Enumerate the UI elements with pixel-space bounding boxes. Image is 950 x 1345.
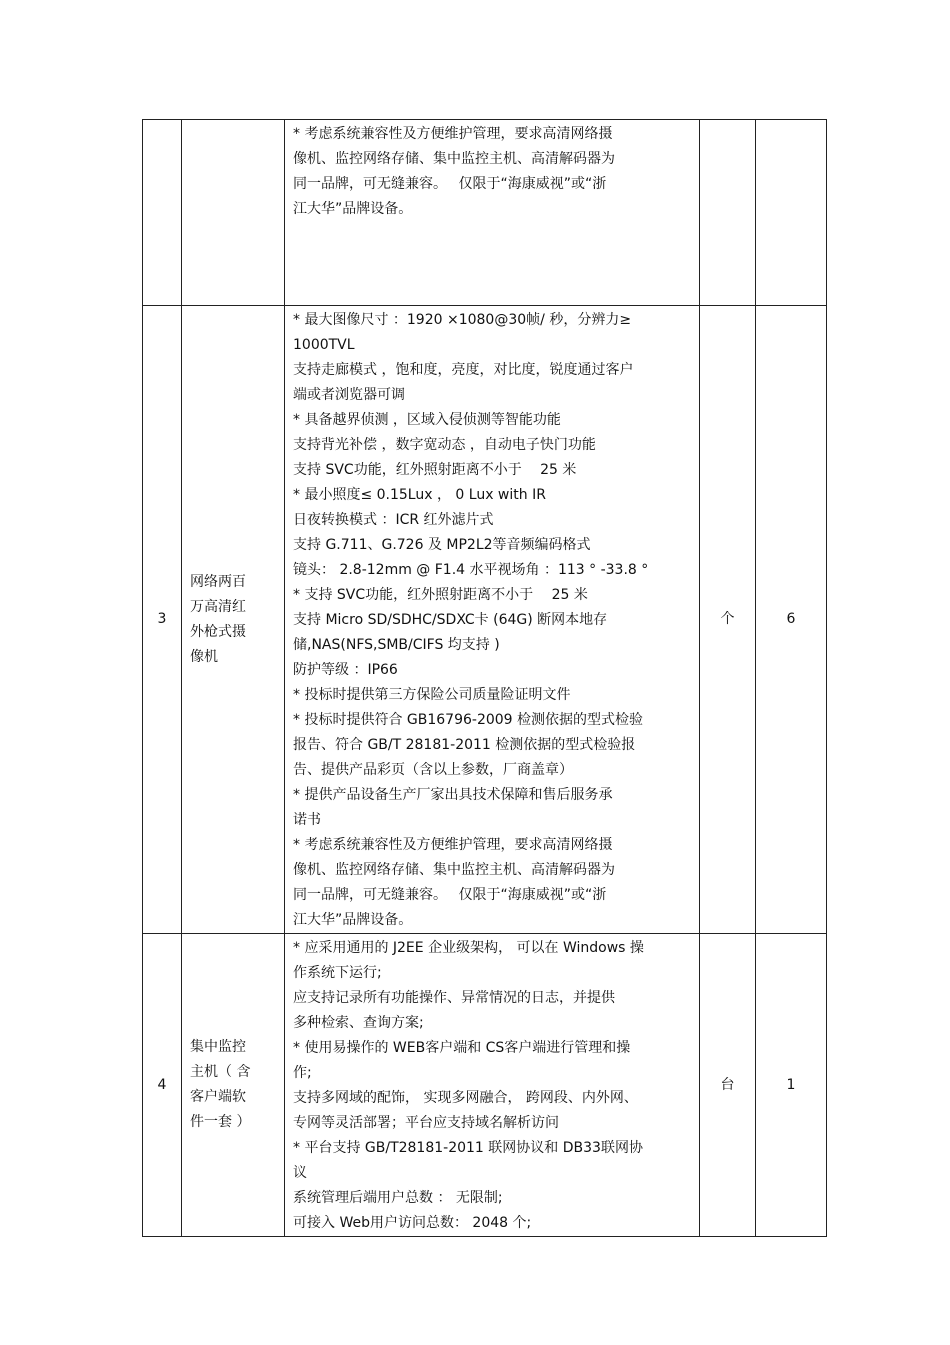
spec-line: 专网等灵活部署；平台应支持域名解析访问 bbox=[293, 1115, 559, 1131]
spec-line: 支持 G.711、G.726 及 MP2L2等音频编码格式 bbox=[293, 537, 591, 553]
spec-line: 同一品牌，可无缝兼容。 仅限于“海康威视”或“浙 bbox=[293, 887, 607, 903]
spec-line: 作; bbox=[293, 1065, 312, 1081]
spec-line: 储,NAS(NFS,SMB/CIFS 均支持 ) bbox=[293, 637, 500, 653]
spec-cell bbox=[285, 306, 700, 934]
spec-line: 支持背光补偿 ，数字宽动态 ，自动电子快门功能 bbox=[293, 437, 596, 453]
item-number-cell bbox=[143, 120, 182, 306]
spec-line: * 使用易操作的 WEB客户端和 CS客户端进行管理和操 bbox=[293, 1040, 631, 1056]
spec-line: 像机、监控网络存储、集中监控主机、高清解码器为 bbox=[293, 862, 615, 878]
spec-line: 支持走廊模式 ，饱和度，亮度，对比度，锐度通过客户 bbox=[293, 362, 634, 378]
item-name-cell bbox=[182, 934, 285, 1237]
unit-cell: 台 bbox=[700, 934, 756, 1237]
spec-line: 支持多网域的配饰， 实现多网融合， 跨网段、内外网、 bbox=[293, 1090, 638, 1106]
equipment-spec-table bbox=[142, 119, 827, 1237]
spec-line: 端或者浏览器可调 bbox=[293, 387, 405, 403]
spec-line: * 最大图像尺寸 ：1920 ×1080@30帧/ 秒，分辨力≥ bbox=[293, 312, 632, 328]
item-name-line: 网络两百 bbox=[190, 573, 246, 590]
spec-line: * 平台支持 GB/T28181-2011 联网协议和 DB33联网协 bbox=[293, 1140, 643, 1156]
unit-cell bbox=[700, 120, 756, 306]
spec-line: * 具备越界侦测 ，区域入侵侦测等智能功能 bbox=[293, 412, 561, 428]
quantity-cell bbox=[756, 120, 827, 306]
spec-line: 同一品牌，可无缝兼容。 仅限于“海康威视”或“浙 bbox=[293, 176, 607, 192]
item-name-line: 主机（ 含 bbox=[190, 1064, 251, 1080]
spec-line: 可接入 Web用户访问总数： 2048 个; bbox=[293, 1215, 532, 1231]
table-row bbox=[143, 934, 827, 1237]
spec-line: 像机、监控网络存储、集中监控主机、高清解码器为 bbox=[293, 151, 615, 167]
spec-line: 镜头： 2.8-12mm @ F1.4 水平视场角 ：113 ° -33.8 ° bbox=[293, 562, 649, 578]
item-name-line: 像机 bbox=[190, 648, 218, 665]
spec-line: * 投标时提供符合 GB16796-2009 检测依据的型式检验 bbox=[293, 712, 644, 728]
spec-line: * 考虑系统兼容性及方便维护管理，要求高清网络摄 bbox=[293, 126, 613, 142]
quantity-cell: 1 bbox=[756, 934, 827, 1237]
spec-line: 诺书 bbox=[293, 812, 321, 828]
spec-line: 议 bbox=[293, 1165, 307, 1181]
spec-line: * 最小照度≤ 0.15Lux ， 0 Lux with IR bbox=[293, 487, 546, 503]
spec-cell bbox=[285, 934, 700, 1237]
item-name-line: 集中监控 bbox=[190, 1039, 246, 1055]
spec-line: 报告、符合 GB/T 28181-2011 检测依据的型式检验报 bbox=[293, 737, 636, 753]
spec-line: * 考虑系统兼容性及方便维护管理，要求高清网络摄 bbox=[293, 837, 613, 853]
item-name-line: 外枪式摄 bbox=[190, 623, 246, 640]
spec-line: 应支持记录所有功能操作、异常情况的日志，并提供 bbox=[293, 990, 615, 1006]
item-name-cell bbox=[182, 306, 285, 934]
quantity-cell: 6 bbox=[756, 306, 827, 934]
spec-line: 江大华”品牌设备。 bbox=[293, 201, 413, 217]
unit-cell: 个 bbox=[700, 306, 756, 934]
spec-line: 支持 SVC功能，红外照射距离不小于 25 米 bbox=[293, 462, 577, 478]
spec-line: 日夜转换模式 ：ICR 红外滤片式 bbox=[293, 512, 494, 528]
spec-line: 1000TVL bbox=[293, 337, 355, 353]
spec-line: * 提供产品设备生产厂家出具技术保障和售后服务承 bbox=[293, 787, 613, 803]
item-name-line: 万高清红 bbox=[190, 598, 246, 615]
item-number-cell: 3 bbox=[143, 306, 182, 934]
table-row bbox=[143, 120, 827, 306]
spec-line: 多种检索、查询方案; bbox=[293, 1015, 424, 1031]
item-name-line: 件一套 ） bbox=[190, 1114, 251, 1130]
spec-line: 支持 Micro SD/SDHC/SDXC卡 (64G) 断网本地存 bbox=[293, 612, 608, 628]
item-number-cell: 4 bbox=[143, 934, 182, 1237]
spec-cell bbox=[285, 120, 700, 306]
spec-line: 防护等级 ：IP66 bbox=[293, 662, 398, 678]
table-row bbox=[143, 306, 827, 934]
spec-line: 江大华”品牌设备。 bbox=[293, 912, 413, 928]
item-name-line: 客户端软 bbox=[190, 1089, 246, 1105]
spec-line: * 支持 SVC功能，红外照射距离不小于 25 米 bbox=[293, 587, 588, 603]
spec-line: 告、提供产品彩页（含以上参数，厂商盖章） bbox=[293, 762, 573, 778]
spec-line: 系统管理后端用户总数 ： 无限制; bbox=[293, 1190, 503, 1206]
spec-line: * 投标时提供第三方保险公司质量险证明文件 bbox=[293, 687, 571, 703]
spec-line: * 应采用通用的 J2EE 企业级架构， 可以在 Windows 操 bbox=[293, 940, 644, 956]
spec-line: 作系统下运行; bbox=[293, 965, 382, 981]
item-name-cell bbox=[182, 120, 285, 306]
